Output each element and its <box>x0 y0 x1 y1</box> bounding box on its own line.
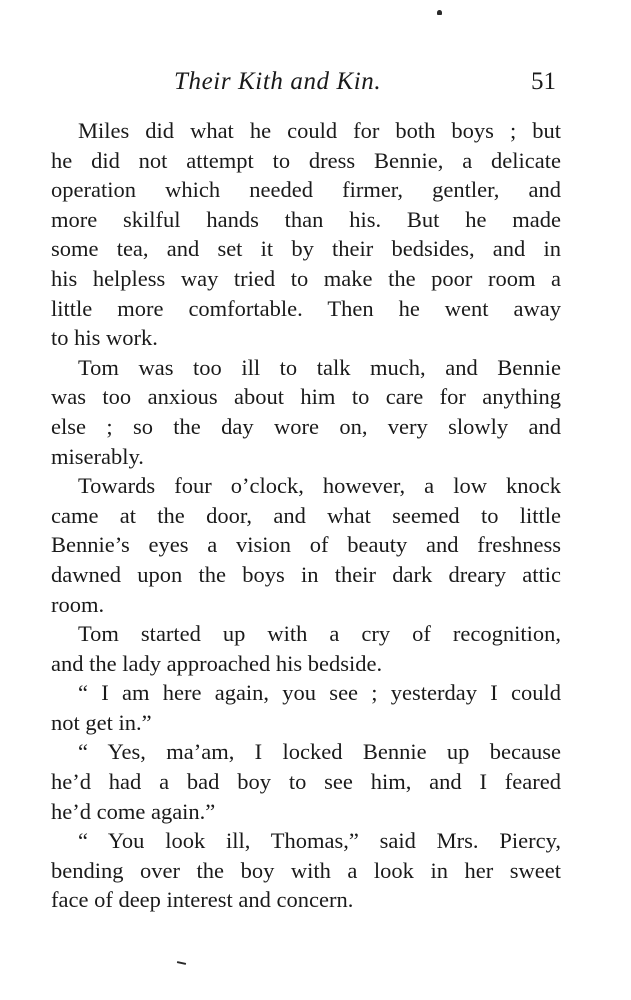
text-line: Bennie’s eyes a vision of beauty and freshness <box>51 532 561 558</box>
text-line: was too anxious about him to care for anything <box>51 384 561 410</box>
text-line: he’d had a bad boy to see him, and I feared <box>51 769 561 795</box>
text-line: “ I am here again, you see ; yesterday I could <box>78 680 561 706</box>
text-line: bending over the boy with a look in her sweet <box>51 857 561 883</box>
text-line: to his work. <box>51 325 158 351</box>
text-line: some tea, and set it by their bedsides, and in <box>51 236 561 262</box>
text-line: “ You look ill, Thomas,” said Mrs. Piercy, <box>78 828 561 854</box>
page-header <box>50 68 560 102</box>
text-line: else ; so the day wore on, very slowly and <box>51 413 561 439</box>
text-line: more skilful hands than his. But he made <box>51 206 561 232</box>
ink-speck-bottom <box>177 961 186 965</box>
paragraph <box>51 471 561 619</box>
page-number: 51 <box>531 68 556 95</box>
text-line: Tom started up with a cry of recognition, <box>78 621 561 647</box>
text-line: and the lady approached his bedside. <box>51 650 383 676</box>
paragraph <box>51 353 561 471</box>
ink-speck-top <box>437 10 442 15</box>
text-line: Tom was too ill to talk much, and Bennie <box>78 354 561 380</box>
text-line: came at the door, and what seemed to little <box>51 502 561 528</box>
text-line: not get in.” <box>51 709 152 735</box>
paragraph <box>51 737 561 826</box>
text-line: he’d come again.” <box>51 798 216 824</box>
paragraph <box>51 678 561 737</box>
text-line: miserably. <box>51 443 144 469</box>
text-line: Miles did what he could for both boys ; but <box>78 118 561 143</box>
text-line: operation which needed firmer, gentler, and <box>51 177 561 203</box>
paragraph <box>51 116 561 353</box>
paragraph <box>51 619 561 678</box>
text-line: “ Yes, ma’am, I locked Bennie up because <box>78 739 561 765</box>
text-line: Towards four o’clock, however, a low knock <box>78 473 561 499</box>
running-title: Their Kith and Kin. <box>174 68 382 95</box>
paragraph <box>51 826 561 915</box>
text-line: he did not attempt to dress Bennie, a delicate <box>51 147 561 173</box>
text-line: little more comfortable. Then he went away <box>51 295 561 321</box>
text-line: room. <box>51 591 105 617</box>
body-text <box>51 116 561 915</box>
text-line: dawned upon the boys in their dark dreary attic <box>51 561 561 587</box>
text-line: face of deep interest and concern. <box>51 887 354 913</box>
text-line: his helpless way tried to make the poor room a <box>51 265 561 291</box>
